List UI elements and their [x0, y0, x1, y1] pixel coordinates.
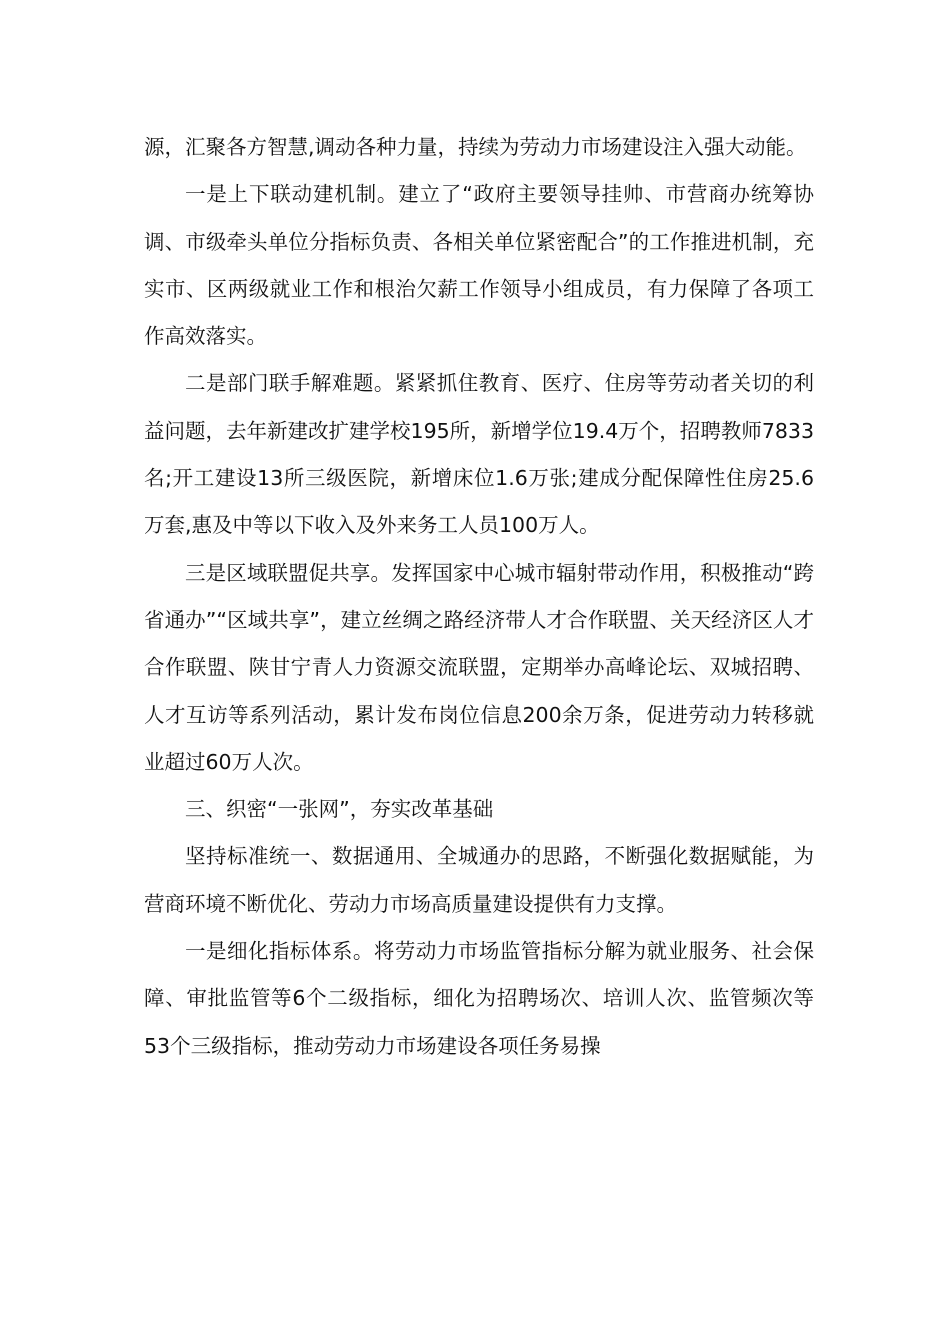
paragraph-indicator-system: 一是细化指标体系。将劳动力市场监管指标分解为就业服务、社会保障、审批监管等6个二级指标，细化为招聘场次、培训人次、监管频次等53个三级指标，推动劳动力市场建设各项任务易操 — [144, 939, 814, 1058]
paragraph-data-standards: 坚持标准统一、数据通用、全城通办的思路，不断强化数据赋能，为营商环境不断优化、劳动力市场高质量建设提供有力支撑。 — [144, 844, 814, 916]
paragraph-regional-alliance: 三是区域联盟促共享。发挥国家中心城市辐射带动作用，积极推动“跨省通办”“区域共享”，建立丝绸之路经济带人才合作联盟、关天经济区人才合作联盟、陕甘宁青人力资源交流联盟，定期举办高峰论坛、双城招聘、人才互访等系列活动，累计发布岗位信息200余万条，促进劳动力转移就业超过60万人次。 — [144, 560, 814, 774]
paragraph-departments: 二是部门联手解难题。紧紧抓住教育、医疗、住房等劳动者关切的利益问题，去年新建改扩建学校195所，新增学位19.4万个，招聘教师7833名;开工建设13所三级医院，新增床位1.6万张;建成分配保障性住房25.6万套,惠及中等以下收入及外来务工人员100万人。 — [144, 371, 814, 538]
document-body — [144, 124, 814, 1070]
paragraph-mechanism: 一是上下联动建机制。建立了“政府主要领导挂帅、市营商办统筹协调、市级牵头单位分指标负责、各相关单位紧密配合”的工作推进机制，充实市、区两级就业工作和根治欠薪工作领导小组成员，有力保障了各项工作高效落实。 — [144, 182, 814, 349]
paragraph-continuation: 源，汇聚各方智慧,调动各种力量，持续为劳动力市场建设注入强大动能。 — [144, 135, 807, 159]
section-heading: 三、织密“一张网”，夯实改革基础 — [185, 797, 494, 822]
